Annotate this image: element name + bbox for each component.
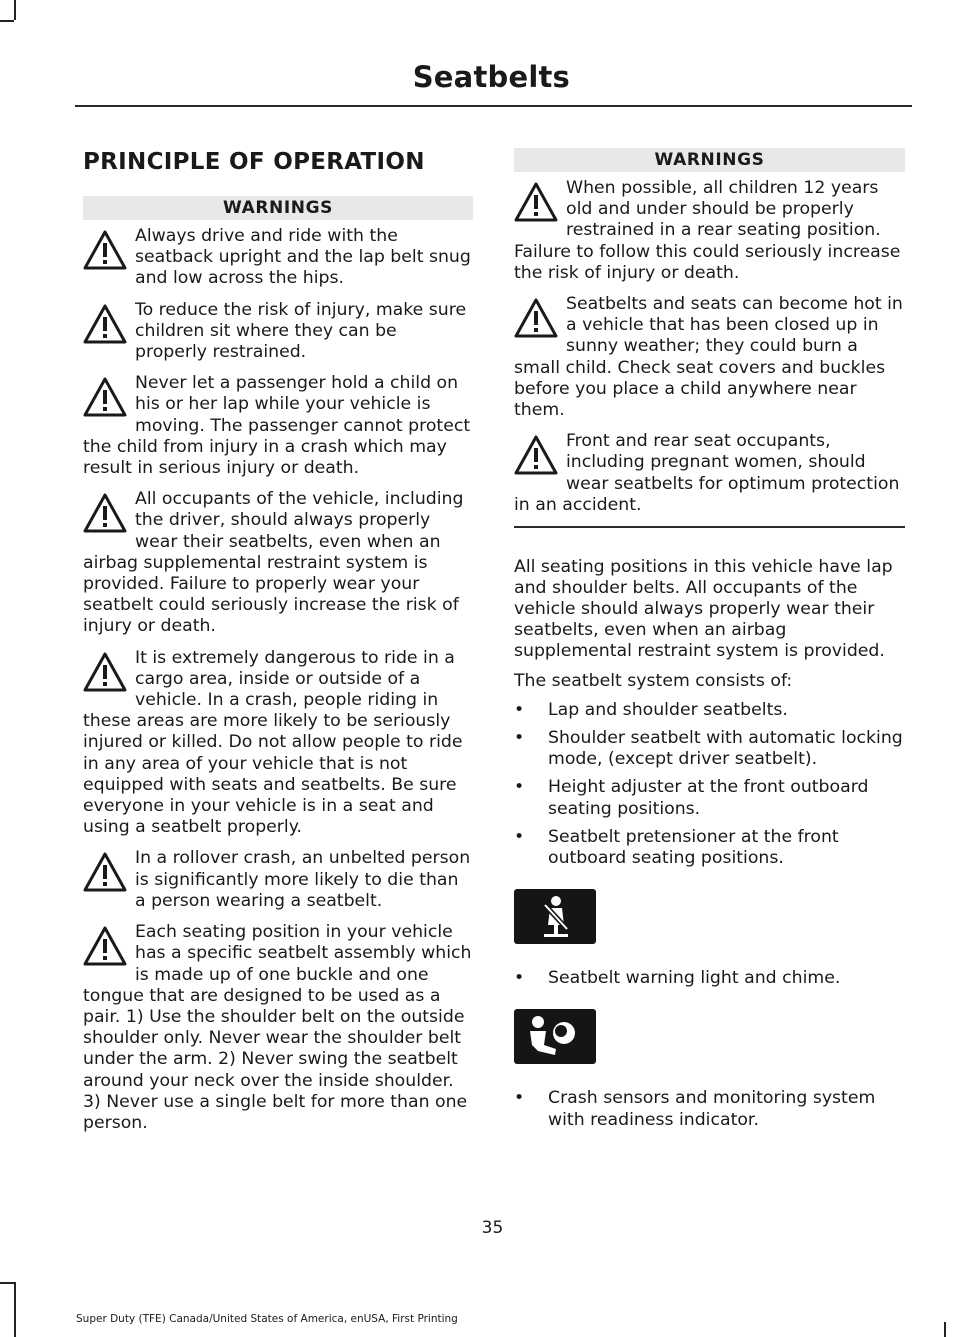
warning-text: Seatbelts and seats can become hot in a vehicle that has been closed up in sunny weather; they could burn a small child. Check seat covers and buckles before you place a child anywhere near them. — [514, 294, 903, 421]
warning-triangle-icon — [514, 434, 558, 476]
bullet-mark: • — [514, 727, 525, 748]
warning-triangle-icon — [83, 229, 127, 271]
warning-text: Front and rear seat occupants, including pregnant women, should wear seatbelts for optimum protection in an accident. — [514, 431, 900, 515]
bullet-mark: • — [514, 1088, 525, 1109]
list-item — [514, 777, 905, 819]
warning-triangle-icon — [83, 925, 127, 967]
list-item-text: Lap and shoulder seatbelts. — [548, 699, 788, 720]
warning-text: Always drive and ride with the seatback upright and the lap belt snug and low across the hips. — [135, 226, 471, 289]
crash-sensors-list — [514, 1088, 905, 1130]
warnings-end-rule — [514, 526, 905, 528]
list-item-text: Seatbelt warning light and chime. — [548, 968, 841, 989]
list-item-text: Shoulder seatbelt with automatic locking mode, (except driver seatbelt). — [548, 727, 903, 770]
warning-item — [83, 300, 473, 364]
list-item-text: Crash sensors and monitoring system with readiness indicator. — [548, 1088, 876, 1130]
bullet-mark: • — [514, 968, 525, 989]
warning-triangle-icon — [514, 181, 558, 223]
body-paragraph: The seatbelt system consists of: — [514, 670, 793, 691]
list-item — [514, 728, 905, 770]
list-item — [514, 827, 905, 869]
warning-text: Never let a passenger hold a child on his or her lap while your vehicle is moving. The passenger cannot protect the child from injury in a crash which may result in serious injury or death. — [83, 373, 471, 479]
page-title: Seatbelts — [412, 60, 570, 94]
warning-item — [83, 922, 473, 1134]
crop-mark — [14, 0, 16, 20]
seatbelt-warning-light-icon — [514, 889, 596, 944]
warning-item — [83, 226, 473, 290]
warning-text: When possible, all children 12 years old and under should be properly restrained in a rear seating position. Failure to follow this could seriously increase the risk of injury or death. — [514, 178, 901, 283]
warnings-heading: WARNINGS — [514, 148, 905, 172]
warning-item — [514, 431, 905, 516]
section-title: PRINCIPLE OF OPERATION — [83, 149, 425, 175]
footer-text: Super Duty (TFE) Canada/United States of America, enUSA, First Printing — [76, 1313, 458, 1325]
bullet-mark: • — [514, 777, 525, 798]
warning-triangle-icon — [514, 297, 558, 339]
warning-item — [514, 178, 905, 284]
left-column — [83, 140, 473, 1144]
warning-text: All occupants of the vehicle, including the driver, should always properly wear their seatbelts, even when an airbag supplemental restraint system is provided. Failure to properly wear your seatbelt could seriously increase the risk of injury or death. — [83, 489, 464, 637]
crop-mark — [0, 20, 14, 22]
warning-light-list — [514, 968, 905, 989]
warning-text: It is extremely dangerous to ride in a cargo area, inside or outside of a vehicle. In a crash, people riding in these areas are more likely to be seriously injured or killed. Do not allow people to ride in any area of your vehicle that is not equipped with seats and seatbelts. Be sure everyone in your vehicle is in a seat and using a seatbelt properly. — [83, 647, 463, 838]
crop-mark — [14, 1282, 16, 1337]
body-paragraph: All seating positions in this vehicle have lap and shoulder belts. All occupants of the vehicle should always properly wear their seatbelts, even when an airbag supplemental restraint system is provided. — [514, 556, 893, 662]
list-item — [514, 700, 905, 721]
list-item — [514, 968, 905, 989]
warning-item — [83, 489, 473, 637]
list-item-text: Height adjuster at the front outboard seating positions. — [548, 777, 869, 819]
crop-mark — [0, 1282, 14, 1284]
warning-item — [83, 848, 473, 912]
seatbelt-components-list — [514, 700, 905, 869]
warning-item — [514, 294, 905, 421]
warning-item — [83, 373, 473, 479]
crop-mark — [944, 1322, 946, 1337]
warning-text: In a rollover crash, an unbelted person is significantly more likely to die than a person wearing a seatbelt. — [135, 848, 471, 911]
header-rule — [75, 105, 912, 107]
warning-triangle-icon — [83, 651, 127, 693]
warning-triangle-icon — [83, 303, 127, 345]
warnings-heading: WARNINGS — [83, 196, 473, 220]
airbag-readiness-indicator-icon — [514, 1009, 596, 1064]
warning-triangle-icon — [83, 376, 127, 418]
warning-triangle-icon — [83, 492, 127, 534]
warning-item — [83, 648, 473, 839]
right-column — [514, 140, 905, 1138]
page-number: 35 — [481, 1218, 504, 1238]
warning-text: Each seating position in your vehicle has a specific seatbelt assembly which is made up of one buckle and one tongue that are designed to be used as a pair. 1) Use the shoulder belt on the outside shoulder only. Never wear the shoulder belt under the arm. 2) Never swing the seatbelt around your neck over the inside shoulder. 3) Never use a single belt for more than one person. — [83, 922, 472, 1133]
list-item-text: Seatbelt pretensioner at the front outboard seating positions. — [548, 826, 839, 868]
bullet-mark: • — [514, 826, 525, 847]
warning-text: To reduce the risk of injury, make sure children sit where they can be properly restrained. — [135, 299, 467, 363]
list-item — [514, 1088, 905, 1130]
bullet-mark: • — [514, 699, 525, 720]
warning-triangle-icon — [83, 851, 127, 893]
